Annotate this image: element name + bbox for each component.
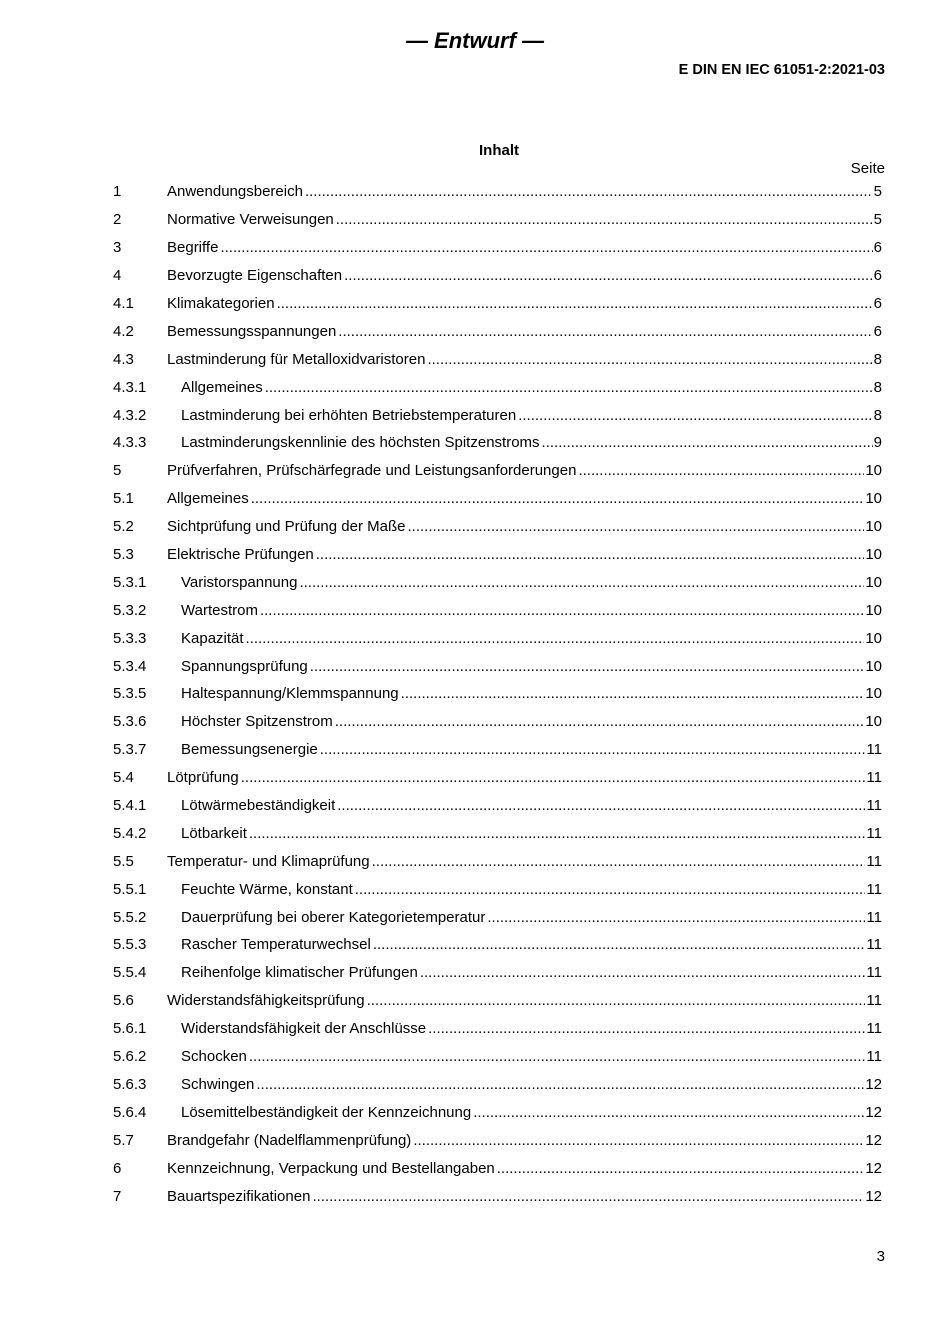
dot-leader bbox=[305, 183, 873, 200]
toc-entry-title: Temperatur- und Klimaprüfung bbox=[167, 852, 370, 870]
toc-entry-number: 5.2 bbox=[113, 518, 134, 536]
toc-entry[interactable] bbox=[113, 206, 882, 234]
toc-entry-title: Bemessungsenergie bbox=[181, 741, 318, 759]
toc-entry-text bbox=[167, 936, 882, 953]
dot-leader bbox=[420, 964, 866, 981]
toc-entry-text bbox=[167, 518, 882, 535]
toc-entry-page: 10 bbox=[865, 546, 882, 564]
toc-entry[interactable] bbox=[113, 931, 882, 959]
toc-entry-number: 4.3.3 bbox=[113, 434, 147, 452]
toc-entry-number: 4.3 bbox=[113, 350, 134, 368]
toc-entry-page: 5 bbox=[873, 183, 882, 201]
toc-entry[interactable] bbox=[113, 513, 882, 541]
toc-entry-number: 4 bbox=[113, 267, 122, 285]
toc-entry[interactable] bbox=[113, 1043, 882, 1071]
dot-leader bbox=[265, 379, 873, 396]
toc-entry-text bbox=[167, 323, 882, 340]
dot-leader bbox=[413, 1132, 864, 1149]
toc-entry-title: Anwendungsbereich bbox=[167, 183, 303, 201]
page-column-label: Seite bbox=[850, 160, 885, 177]
toc-entry[interactable] bbox=[113, 457, 882, 485]
toc-entry-number: 4.3.2 bbox=[113, 406, 147, 424]
toc-entry-text bbox=[167, 490, 882, 507]
toc-entry-title: Lastminderung bei erhöhten Betriebstemperaturen bbox=[181, 406, 517, 424]
toc-entry-text bbox=[167, 964, 882, 981]
dot-leader bbox=[260, 602, 864, 619]
toc-entry[interactable] bbox=[113, 847, 882, 875]
toc-entry-number: 5.7 bbox=[113, 1131, 134, 1149]
toc-entry-page: 11 bbox=[866, 908, 882, 926]
toc-entry-number: 4.3.1 bbox=[113, 378, 147, 396]
dot-leader bbox=[336, 211, 873, 228]
toc-entry-page: 12 bbox=[865, 1187, 882, 1205]
dot-leader bbox=[373, 936, 866, 953]
toc-entry-number: 5.3.2 bbox=[113, 601, 147, 619]
toc-entry-number: 5.6.1 bbox=[113, 1020, 147, 1038]
toc-entry-text bbox=[167, 909, 882, 926]
dot-leader bbox=[578, 462, 864, 479]
toc-entry-number: 5.4.1 bbox=[113, 797, 147, 815]
table-of-contents bbox=[113, 178, 882, 1210]
toc-entry-number: 5.6.3 bbox=[113, 1075, 147, 1093]
dot-leader bbox=[249, 1048, 866, 1065]
dot-leader bbox=[312, 1188, 864, 1205]
toc-entry[interactable] bbox=[113, 1182, 882, 1210]
toc-entry-text bbox=[167, 769, 882, 786]
toc-entry-page: 6 bbox=[873, 295, 882, 312]
toc-entry-text bbox=[167, 546, 882, 563]
toc-entry-title: Lastminderungskennlinie des höchsten Spitzenstroms bbox=[181, 434, 540, 452]
toc-entry-title: Höchster Spitzenstrom bbox=[181, 713, 333, 731]
toc-entry-title: Reihenfolge klimatischer Prüfungen bbox=[181, 964, 418, 982]
dot-leader bbox=[220, 239, 872, 256]
toc-entry-title: Kennzeichnung, Verpackung und Bestellangaben bbox=[167, 1159, 495, 1177]
toc-entry-title: Lastminderung für Metalloxidvaristoren bbox=[167, 350, 426, 368]
toc-entry-page: 10 bbox=[865, 462, 882, 480]
toc-entry-title: Klimakategorien bbox=[167, 295, 275, 312]
toc-entry[interactable] bbox=[113, 234, 882, 262]
dot-leader bbox=[542, 434, 873, 451]
toc-entry-text bbox=[167, 825, 882, 842]
dot-leader bbox=[487, 909, 865, 926]
toc-entry-number: 5.3.1 bbox=[113, 573, 147, 591]
toc-entry-text bbox=[167, 685, 882, 702]
toc-entry[interactable] bbox=[113, 373, 882, 401]
toc-entry-text bbox=[167, 267, 882, 284]
toc-entry[interactable] bbox=[113, 792, 882, 820]
toc-entry-page: 11 bbox=[866, 769, 882, 787]
toc-entry[interactable] bbox=[113, 541, 882, 569]
toc-entry-page: 11 bbox=[866, 1048, 882, 1066]
toc-entry-title: Lötprüfung bbox=[167, 769, 239, 787]
toc-entry-number: 4.2 bbox=[113, 322, 134, 340]
toc-entry-page: 10 bbox=[865, 518, 882, 536]
toc-entry-title: Lötbarkeit bbox=[181, 824, 247, 842]
toc-entry-page: 10 bbox=[865, 685, 882, 703]
toc-entry-title: Schwingen bbox=[181, 1075, 255, 1093]
toc-entry-text bbox=[167, 295, 882, 312]
toc-entry[interactable] bbox=[113, 345, 882, 373]
toc-entry[interactable] bbox=[113, 262, 882, 290]
dot-leader bbox=[355, 881, 866, 898]
toc-entry-title: Elektrische Prüfungen bbox=[167, 546, 314, 564]
draft-label: — Entwurf — bbox=[405, 28, 545, 53]
toc-entry-text bbox=[167, 741, 882, 758]
toc-entry-title: Widerstandsfähigkeitsprüfung bbox=[167, 992, 365, 1010]
toc-entry-page: 11 bbox=[866, 936, 882, 954]
toc-entry-page: 10 bbox=[865, 657, 882, 675]
toc-entry-page: 8 bbox=[873, 378, 882, 396]
dot-leader bbox=[367, 992, 866, 1009]
toc-entry-page: 11 bbox=[866, 964, 882, 982]
dot-leader bbox=[299, 574, 864, 591]
toc-entry[interactable] bbox=[113, 317, 882, 345]
toc-entry[interactable] bbox=[113, 680, 882, 708]
toc-entry-number: 5.6 bbox=[113, 992, 134, 1010]
toc-entry-number: 5.3.4 bbox=[113, 657, 147, 675]
toc-entry-title: Begriffe bbox=[167, 239, 219, 257]
toc-entry-page: 11 bbox=[866, 852, 882, 870]
toc-entry-number: 5.6.2 bbox=[113, 1048, 147, 1066]
toc-entry-number: 7 bbox=[113, 1187, 122, 1205]
toc-entry[interactable] bbox=[113, 290, 882, 318]
toc-entry-page: 6 bbox=[873, 322, 882, 340]
toc-entry-title: Widerstandsfähigkeit der Anschlüsse bbox=[181, 1020, 427, 1038]
toc-entry-text bbox=[167, 351, 882, 368]
toc-entry-number: 5.5.2 bbox=[113, 908, 147, 926]
dot-leader bbox=[335, 713, 865, 730]
toc-entry-title: Wartestrom bbox=[181, 601, 258, 619]
toc-entry[interactable] bbox=[113, 903, 882, 931]
toc-entry[interactable] bbox=[113, 568, 882, 596]
dot-leader bbox=[320, 741, 866, 758]
toc-entry-text bbox=[167, 1160, 882, 1177]
toc-entry-number: 5.3.6 bbox=[113, 713, 147, 731]
toc-entry[interactable] bbox=[113, 485, 882, 513]
toc-entry-page: 8 bbox=[873, 406, 882, 424]
toc-entry-number: 5.4.2 bbox=[113, 824, 147, 842]
toc-entry-text bbox=[167, 881, 882, 898]
page-number: 3 bbox=[876, 1248, 885, 1265]
toc-entry-text bbox=[167, 630, 882, 647]
toc-entry-title: Bemessungsspannungen bbox=[167, 322, 337, 340]
toc-entry[interactable] bbox=[113, 1154, 882, 1182]
toc-entry-number: 5.5.3 bbox=[113, 936, 147, 954]
toc-entry-page: 11 bbox=[866, 992, 882, 1010]
toc-entry-title: Lösemittelbeständigkeit der Kennzeichnung bbox=[181, 1103, 472, 1121]
toc-entry-page: 11 bbox=[866, 824, 882, 842]
toc-entry-text bbox=[167, 574, 882, 591]
dot-leader bbox=[401, 685, 865, 702]
dot-leader bbox=[344, 267, 873, 284]
toc-entry[interactable] bbox=[113, 736, 882, 764]
toc-entry-text bbox=[167, 183, 882, 200]
toc-entry-number: 2 bbox=[113, 211, 122, 229]
toc-entry-text bbox=[167, 239, 882, 256]
toc-entry-text bbox=[167, 462, 882, 479]
toc-entry-text bbox=[167, 407, 882, 424]
toc-entry-number: 5 bbox=[113, 462, 122, 480]
toc-entry-page: 12 bbox=[865, 1131, 882, 1149]
dot-leader bbox=[427, 351, 872, 368]
toc-entry-title: Varistorspannung bbox=[181, 573, 298, 591]
toc-entry-page: 11 bbox=[866, 797, 882, 815]
toc-entry-number: 4.1 bbox=[113, 295, 134, 312]
toc-entry-text bbox=[167, 1104, 882, 1121]
toc-entry-number: 1 bbox=[113, 183, 122, 201]
toc-entry-number: 3 bbox=[113, 239, 122, 257]
toc-entry-number: 5.5 bbox=[113, 852, 134, 870]
toc-entry-number: 5.5.4 bbox=[113, 964, 147, 982]
toc-entry-text bbox=[167, 797, 882, 814]
toc-entry-title: Spannungsprüfung bbox=[181, 657, 308, 675]
dot-leader bbox=[249, 825, 866, 842]
toc-entry[interactable] bbox=[113, 959, 882, 987]
toc-entry[interactable] bbox=[113, 1126, 882, 1154]
dot-leader bbox=[372, 853, 866, 870]
toc-entry-page: 12 bbox=[865, 1075, 882, 1093]
toc-entry-title: Lötwärmebeständigkeit bbox=[181, 797, 336, 815]
toc-entry-number: 5.4 bbox=[113, 769, 134, 787]
toc-entry[interactable] bbox=[113, 819, 882, 847]
toc-entry-text bbox=[167, 1188, 882, 1205]
dot-leader bbox=[473, 1104, 864, 1121]
document-id: E DIN EN IEC 61051-2:2021-03 bbox=[678, 62, 885, 78]
toc-entry-title: Brandgefahr (Nadelflammenprüfung) bbox=[167, 1131, 412, 1149]
toc-entry-page: 6 bbox=[873, 239, 882, 257]
dot-leader bbox=[246, 630, 865, 647]
toc-entry[interactable] bbox=[113, 624, 882, 652]
toc-entry[interactable] bbox=[113, 764, 882, 792]
toc-entry-title: Schocken bbox=[181, 1048, 247, 1066]
toc-entry[interactable] bbox=[113, 178, 882, 206]
toc-entry-text bbox=[167, 1076, 882, 1093]
toc-entry-page: 8 bbox=[873, 350, 882, 368]
dot-leader bbox=[518, 407, 872, 424]
toc-entry-number: 6 bbox=[113, 1159, 122, 1177]
toc-entry-text bbox=[167, 1020, 882, 1037]
dot-leader bbox=[316, 546, 865, 563]
dot-leader bbox=[407, 518, 864, 535]
toc-entry-text bbox=[167, 434, 882, 451]
toc-entry-number: 5.3.5 bbox=[113, 685, 147, 703]
toc-entry-title: Normative Verweisungen bbox=[167, 211, 334, 229]
dot-leader bbox=[277, 295, 873, 312]
toc-title: Inhalt bbox=[479, 142, 519, 159]
toc-entry-page: 11 bbox=[866, 880, 882, 898]
toc-entry-title: Feuchte Wärme, konstant bbox=[181, 880, 353, 898]
toc-entry-title: Bauartspezifikationen bbox=[167, 1187, 311, 1205]
toc-entry[interactable] bbox=[113, 987, 882, 1015]
toc-entry-page: 5 bbox=[873, 211, 882, 229]
toc-entry[interactable] bbox=[113, 596, 882, 624]
toc-entry-title: Rascher Temperaturwechsel bbox=[181, 936, 371, 954]
toc-entry[interactable] bbox=[113, 652, 882, 680]
toc-entry[interactable] bbox=[113, 1098, 882, 1126]
toc-entry-text bbox=[167, 602, 882, 619]
dot-leader bbox=[310, 658, 865, 675]
toc-entry-page: 10 bbox=[865, 601, 882, 619]
toc-entry[interactable] bbox=[113, 401, 882, 429]
dot-leader bbox=[251, 490, 865, 507]
toc-entry-text bbox=[167, 992, 882, 1009]
toc-entry-text bbox=[167, 1132, 882, 1149]
toc-entry-page: 12 bbox=[865, 1103, 882, 1121]
dot-leader bbox=[338, 323, 872, 340]
toc-entry-number: 5.6.4 bbox=[113, 1103, 147, 1121]
toc-entry-text bbox=[167, 713, 882, 730]
toc-entry-page: 10 bbox=[865, 573, 882, 591]
toc-entry-title: Haltespannung/Klemmspannung bbox=[181, 685, 399, 703]
toc-entry-text bbox=[167, 1048, 882, 1065]
toc-entry-number: 5.1 bbox=[113, 490, 134, 508]
toc-entry-page: 11 bbox=[866, 741, 882, 759]
dot-leader bbox=[256, 1076, 864, 1093]
toc-entry[interactable] bbox=[113, 875, 882, 903]
toc-entry-text bbox=[167, 853, 882, 870]
toc-entry-page: 9 bbox=[873, 434, 882, 452]
dot-leader bbox=[497, 1160, 865, 1177]
toc-entry-text bbox=[167, 379, 882, 396]
toc-entry-page: 10 bbox=[865, 629, 882, 647]
dot-leader bbox=[241, 769, 866, 786]
toc-entry-text bbox=[167, 658, 882, 675]
toc-entry-title: Prüfverfahren, Prüfschärfegrade und Leistungsanforderungen bbox=[167, 462, 577, 480]
toc-entry-number: 5.3 bbox=[113, 546, 134, 564]
toc-entry-page: 6 bbox=[873, 267, 882, 285]
toc-entry[interactable] bbox=[113, 708, 882, 736]
toc-entry-page: 10 bbox=[865, 490, 882, 508]
toc-entry-title: Bevorzugte Eigenschaften bbox=[167, 267, 343, 285]
toc-entry[interactable] bbox=[113, 1015, 882, 1043]
dot-leader bbox=[428, 1020, 865, 1037]
toc-entry-text bbox=[167, 211, 882, 228]
toc-entry-number: 5.3.7 bbox=[113, 741, 147, 759]
toc-entry-title: Allgemeines bbox=[167, 490, 249, 508]
toc-entry-page: 12 bbox=[865, 1159, 882, 1177]
toc-entry-page: 10 bbox=[865, 713, 882, 731]
toc-entry[interactable] bbox=[113, 1071, 882, 1099]
toc-entry[interactable] bbox=[113, 429, 882, 457]
toc-entry-number: 5.5.1 bbox=[113, 880, 147, 898]
toc-entry-number: 5.3.3 bbox=[113, 629, 147, 647]
toc-entry-title: Kapazität bbox=[181, 629, 244, 647]
toc-entry-title: Allgemeines bbox=[181, 378, 263, 396]
toc-entry-title: Sichtprüfung und Prüfung der Maße bbox=[167, 518, 406, 536]
toc-entry-page: 11 bbox=[866, 1020, 882, 1038]
dot-leader bbox=[337, 797, 865, 814]
toc-entry-title: Dauerprüfung bei oberer Kategorietemperatur bbox=[181, 908, 486, 926]
